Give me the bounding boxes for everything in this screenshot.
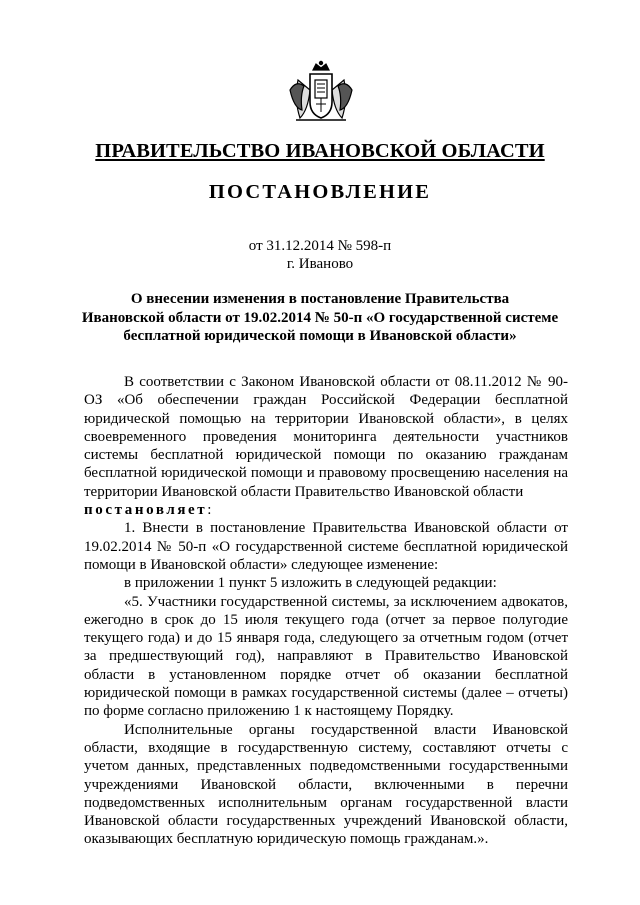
preamble-text: В соответствии с Законом Ивановской области от 08.11.2012 № 90-ОЗ «Об обеспечении граждан Российской Федерации бесплатной юридической помощью на территории Ивановской области», в целях своевременного проведения мониторинга деятельности участников системы бесплатной юридической помощи по оказанию гражданам бесплатной юридической помощи и правовому просвещению населения на территории Ивановской области Правительство Ивановской области [84, 374, 568, 500]
body-paragraph-appendix: в приложении 1 пункт 5 изложить в следующей редакции: [124, 575, 497, 592]
government-name: ПРАВИТЕЛЬСТВО ИВАНОВСКОЙ ОБЛАСТИ [95, 140, 545, 162]
document-body [84, 373, 568, 849]
decree-word: постановляет [84, 502, 208, 519]
subject-line-1: О внесении изменения в постановление Правительства [130, 291, 510, 307]
document-type: ПОСТАНОВЛЕНИЕ [208, 181, 432, 203]
body-paragraph-item-1: 1. Внести в постановление Правительства Ивановской области от 19.02.2014 № 50-п «О государственной системе бесплатной юридической помощи в Ивановской области» следующее изменение: [84, 520, 568, 573]
subject-line-2: Ивановской области от 19.02.2014 № 50-п «О государственной системе [81, 309, 559, 326]
document-city: г. Иваново [286, 256, 354, 272]
subject-line-3: бесплатной юридической помощи в Ивановской области» [123, 328, 517, 344]
document-date-number: от 31.12.2014 № 598-п [248, 238, 392, 254]
decree-line [84, 501, 568, 519]
decree-colon: : [207, 502, 212, 519]
coat-of-arms-icon [286, 60, 356, 126]
body-paragraph-point-5: «5. Участники государственной системы, за исключением адвокатов, ежегодно в срок до 15 июля текущего года (отчет за первое полугодие текущего года) и до 15 января года, следующего за отчетным годом (отчет за предшествующий год), направляют в Правительство Ивановской области в установленном порядке отчет об оказании бесплатной юридической помощи в рамках государственной системы (далее – отчеты) по форме согласно приложению 1 к настоящему Порядку. [84, 593, 568, 720]
body-paragraph-preamble [84, 373, 568, 501]
document-subject [78, 290, 562, 346]
body-paragraph-executive-bodies: Исполнительные органы государственной власти Ивановской области, входящие в государственную систему, составляют отчеты с учетом данных, представленных подведомственными государственными учреждениями Ивановской области, включенными в перечни подведомственных исполнительным органам государственной власти Ивановской области государственных учреждений Ивановской области, оказывающих бесплатную юридическую помощь гражданам.». [84, 721, 568, 848]
